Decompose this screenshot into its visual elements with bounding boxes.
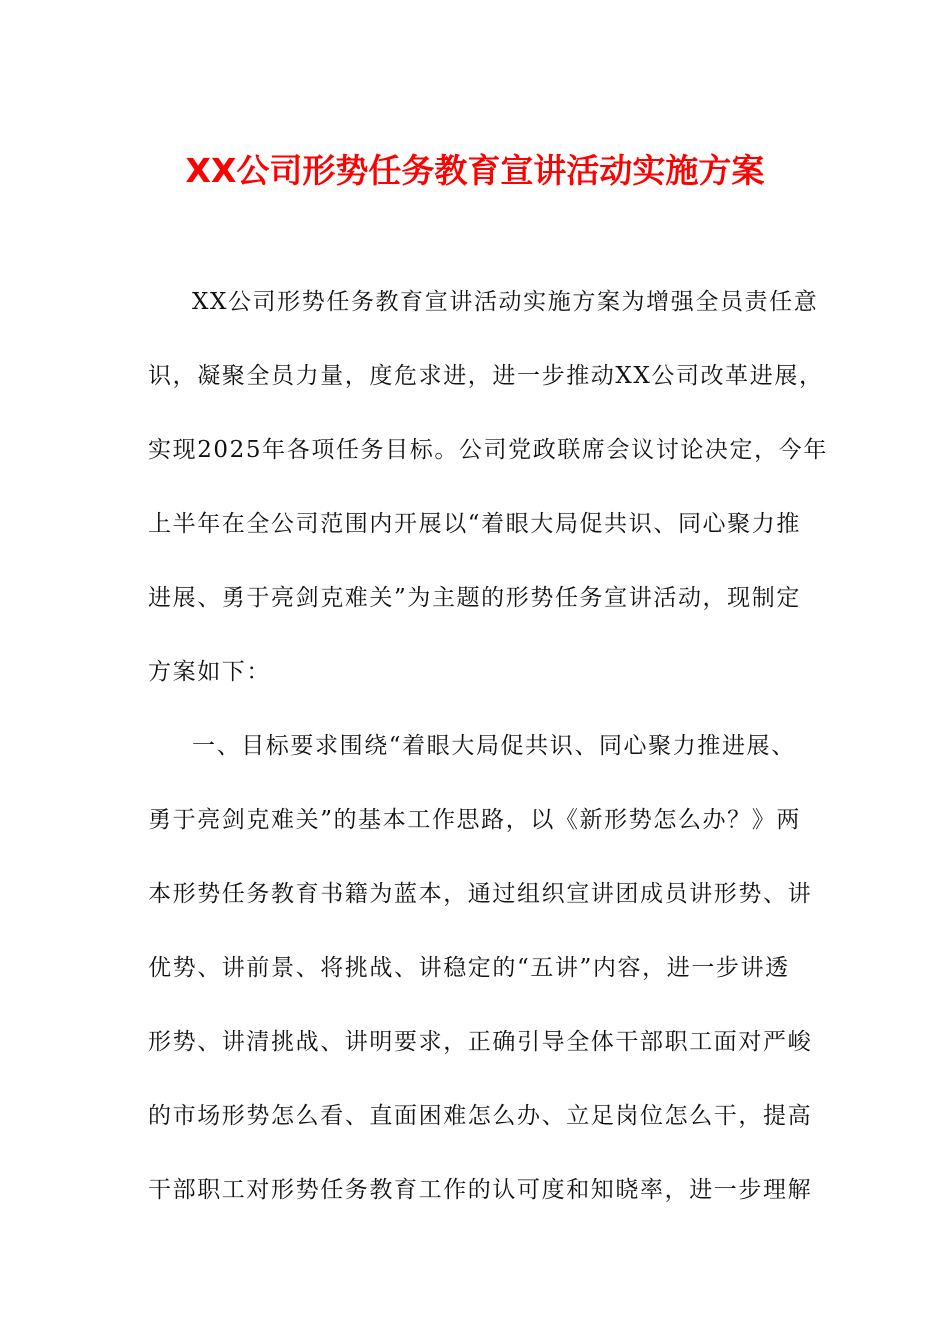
paragraph-line: 上半年在全公司范围内开展以“着眼大局促共识、同心聚力推	[148, 511, 801, 537]
paragraph-line: 本形势任务教育书籍为蓝本，通过组织宣讲团成员讲形势、讲	[148, 881, 813, 907]
section-heading-line: 一、目标要求围绕“着眼大局促共识、同心聚力推进展、	[192, 733, 796, 759]
paragraph-line: 实现2025年各项任务目标。公司党政联席会议讨论决定，今年	[148, 437, 828, 463]
paragraph-line: 形势、讲清挑战、讲明要求，正确引导全体干部职工面对严峻	[148, 1029, 813, 1055]
paragraph-line: 的市场形势怎么看、直面困难怎么办、立足岗位怎么干，提高	[148, 1103, 813, 1129]
paragraph-line: 方案如下：	[148, 659, 271, 685]
paragraph-line: 干部职工对形势任务教育工作的认可度和知晓率，进一步理解	[148, 1177, 813, 1203]
paragraph-line: 识，凝聚全员力量，度危求进，进一步推动XX公司改革进展，	[148, 363, 824, 389]
paragraph-line: 进展、勇于亮剑克难关”为主题的形势任务宣讲活动，现制定	[148, 585, 801, 611]
paragraph-line: XX公司形势任务教育宣讲活动实施方案为增强全员责任意	[192, 289, 819, 315]
paragraph-line: 优势、讲前景、将挑战、讲稳定的“五讲”内容，进一步讲透	[148, 955, 790, 981]
paragraph-line: 勇于亮剑克难关”的基本工作思路，以《新形势怎么办？》两	[148, 807, 801, 833]
document-title: XX公司形势任务教育宣讲活动实施方案	[185, 151, 765, 190]
